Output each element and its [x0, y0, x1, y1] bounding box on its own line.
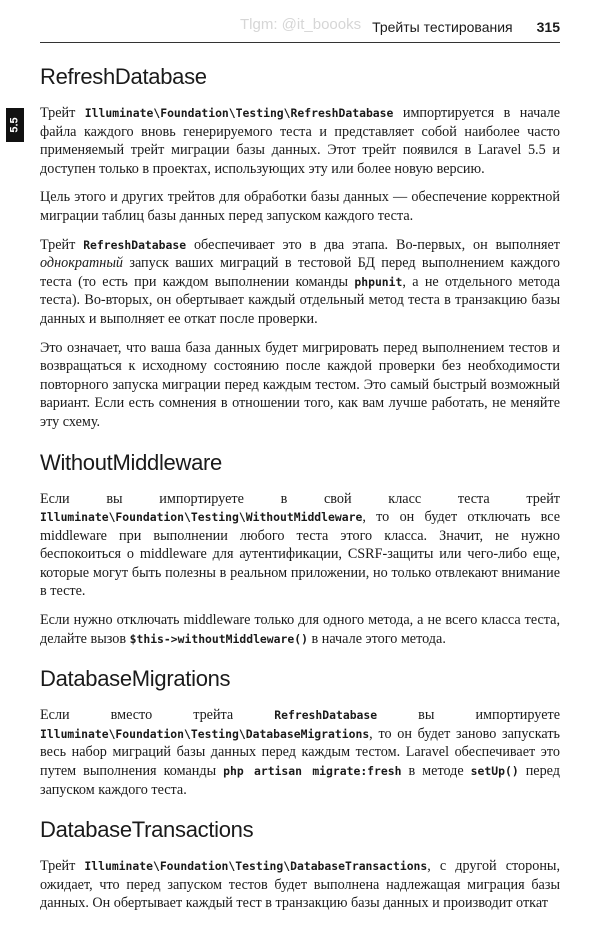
text: импортируется в начале файла каждого вновь генерируемого теста и представляет собой наиболее часто применяемый трейт миграции базы данных. Этот трейт появился в Laravel 5.5 и доступен только в проектах, использующих эту или более новую версию.	[40, 105, 561, 177]
paragraph	[40, 857, 560, 913]
paragraph	[40, 611, 560, 648]
section-database-migrations	[40, 666, 560, 799]
text: в начале этого метода.	[307, 630, 446, 647]
section-refresh-database	[40, 64, 560, 432]
code-class-name: Illuminate\Foundation\Testing\WithoutMiddleware	[40, 510, 363, 525]
page-header	[40, 12, 560, 43]
text: в методе	[401, 763, 471, 780]
code-trait-name: RefreshDatabase	[274, 708, 378, 723]
code-command: php artisan migrate:fresh	[223, 764, 402, 779]
code-trait-name: RefreshDatabase	[83, 237, 187, 252]
text: обеспечивает это в два этапа. Во-первых, он выполняет	[186, 236, 560, 253]
text: , с другой стороны, ожидает, что перед запуском тестов будет выполнена надлежащая миграция базы данных. Он обертывает каждый тест в транзакцию базы данных и производит откат	[40, 858, 560, 912]
running-title: Трейты тестирования	[372, 19, 513, 35]
code-class-name: Illuminate\Foundation\Testing\DatabaseTransactions	[84, 859, 428, 874]
code-method: setUp()	[470, 764, 519, 779]
code-class-name: Illuminate\Foundation\Testing\RefreshDatabase	[84, 106, 394, 120]
paragraph	[40, 236, 560, 329]
text: Трейт	[40, 105, 85, 121]
section-title-database-migrations: DatabaseMigrations	[40, 666, 231, 692]
text: Если вы импортируете в свой класс теста трейт	[40, 490, 560, 507]
code-method-call: $this->withoutMiddleware()	[129, 631, 308, 646]
text: , то он будет отключать все middleware при выполнении любого теста этого класса. Значит, не нужно беспокоиться о middleware для аутентификации, CSRF-защиты или чего-либо еще, которые могут быть полезны в реальном приложении, но только отвлекают внимание в тесте.	[40, 509, 560, 600]
emphasis: однократный	[40, 255, 124, 272]
watermark: Tlgm: @it_boooks	[240, 16, 362, 33]
section-title-without-middleware: WithoutMiddleware	[40, 449, 222, 475]
text: Если нужно отключать middleware только для одного метода, а не всего класса теста, делайте вызов	[40, 612, 560, 647]
text: Если вместо трейта	[40, 707, 275, 724]
paragraph	[40, 706, 560, 799]
section-without-middleware	[40, 450, 560, 649]
section-title-refresh-database: RefreshDatabase	[40, 64, 207, 89]
paragraph: Цель этого и других трейтов для обработки базы данных — обеспечение корректной миграции таблиц базы данных перед запуском каждого теста.	[40, 189, 560, 224]
text: запуск ваших миграций в тестовой БД перед выполнением каждого теста (то есть при каждом выполнении команды	[40, 255, 560, 290]
text: Трейт	[40, 236, 84, 253]
text: , а не отдельного метода теста). Во-вторых, он обертывает каждый отдельный метод теста в транзакцию базы данных и выполняет ее откат после проверки.	[40, 273, 561, 327]
section-title-database-transactions: DatabaseTransactions	[40, 817, 254, 843]
paragraph	[40, 490, 560, 602]
text: вы импортируете	[377, 707, 561, 724]
chapter-side-tab	[6, 108, 24, 142]
text: Трейт	[40, 858, 85, 875]
code-class-name: Illuminate\Foundation\Testing\DatabaseMigrations	[40, 726, 370, 741]
chapter-side-tab-label: 5.5	[8, 117, 21, 133]
paragraph	[40, 104, 560, 178]
page-number: 315	[536, 19, 560, 35]
code-command: phpunit	[354, 274, 403, 289]
paragraph: Это означает, что ваша база данных будет мигрировать перед выполнением тестов и возвращаться к исходному состоянию после каждой проверки без необходимости повторного запуска миграции перед каждым тестом. Это самый быстрый возможный вариант. Если есть сомнения в отношении того, как вам лучше работать, не меняйте эту схему.	[40, 339, 560, 430]
page-content	[40, 64, 560, 931]
text: , то он будет заново запускать весь набор миграций базы данных перед каждым тестом. Laravel обеспечивает это путем выполнения команды	[40, 725, 560, 780]
section-database-transactions	[40, 817, 560, 913]
text: перед запуском каждого теста.	[40, 763, 561, 798]
